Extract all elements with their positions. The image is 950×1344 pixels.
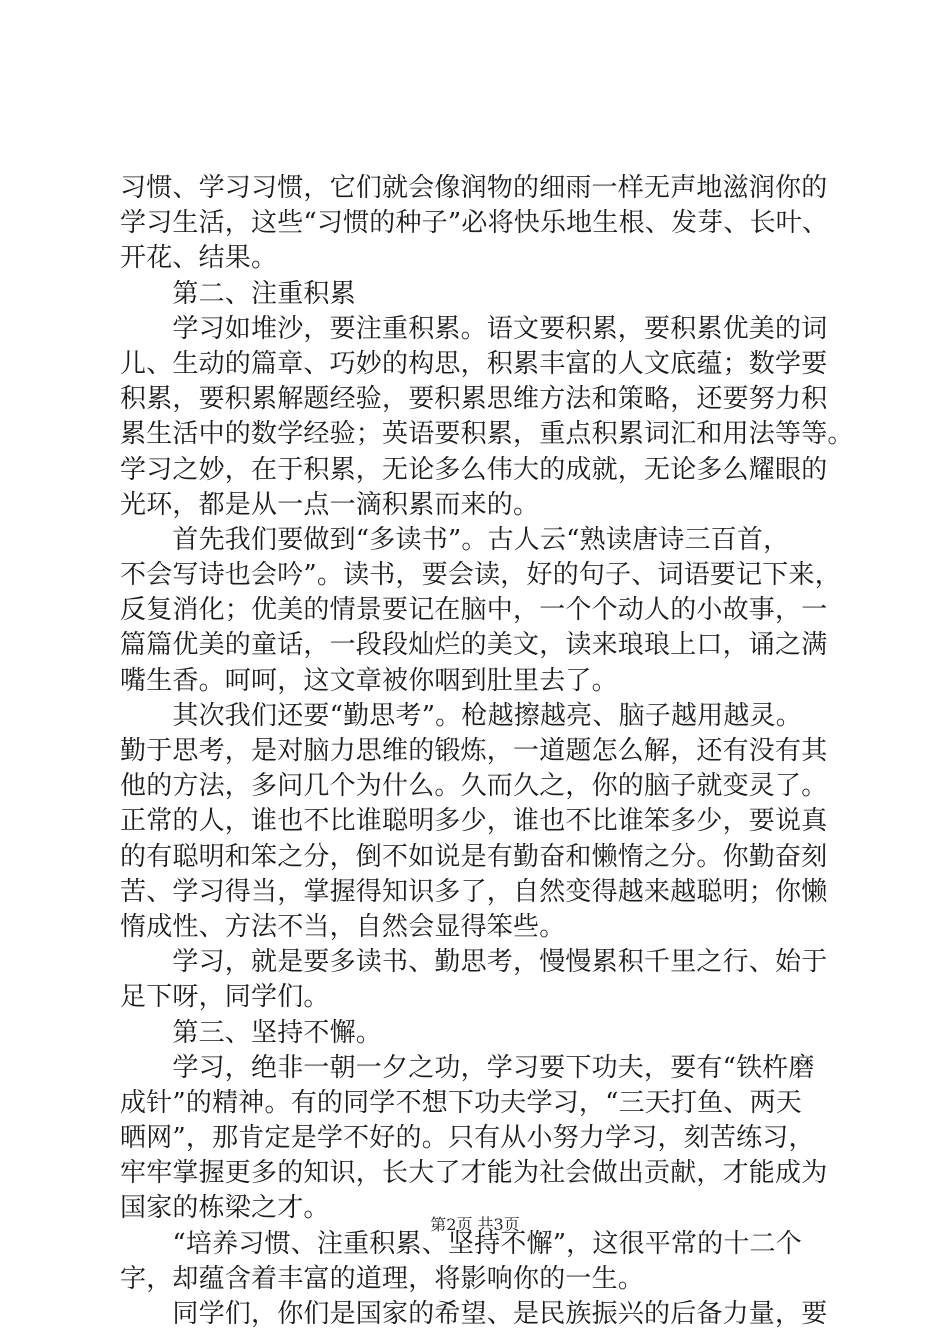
text-line: 不会写诗也会吟”。读书，要会读，好的句子、词语要记下来， — [120, 560, 841, 591]
text-line: 习惯、学习习惯，它们就会像润物的细雨一样无声地滋润你的 — [120, 173, 828, 203]
document-body — [120, 171, 854, 1332]
text-line: 篇篇优美的童话，一段段灿烂的美文，读来琅琅上口，诵之满 — [120, 630, 828, 661]
text-line: 开花、结果。 — [120, 243, 278, 274]
text-line: 字，却蕴含着丰富的道理，将影响你的一生。 — [120, 1263, 645, 1294]
text-line: “培养习惯、注重积累、坚持不懈”，这很平常的十二个 — [120, 1228, 802, 1259]
text-line: 晒网”，那肯定是学不好的。只有从小努力学习，刻苦练习， — [120, 1123, 815, 1154]
text-line: 累生活中的数学经验；英语要积累，重点积累词汇和用法等等。 — [120, 419, 854, 450]
text-line: 牢牢掌握更多的知识，长大了才能为社会做出贡献，才能成为 — [120, 1158, 828, 1189]
text-line: 学习生活，这些“习惯的种子”必将快乐地生根、发芽、长叶、 — [120, 208, 829, 239]
text-line: 学习，就是要多读书、勤思考，慢慢累积千里之行、始于 — [120, 947, 828, 978]
text-line: 苦、学习得当，掌握得知识多了，自然变得越来越聪明；你懒 — [120, 876, 828, 907]
text-line: 正常的人，谁也不比谁聪明多少，谁也不比谁笨多少，要说真 — [120, 806, 828, 837]
text-line: 勤于思考，是对脑力思维的锻炼，一道题怎么解，还有没有其 — [120, 736, 828, 766]
page-footer: 第2页 共3页 — [430, 1215, 520, 1234]
text-line: 积累，要积累解题经验，要积累思维方法和策略，还要努力积 — [120, 384, 828, 415]
text-line: 儿、生动的篇章、巧妙的构思，积累丰富的人文底蕴；数学要 — [120, 348, 828, 379]
text-line: 反复消化；优美的情景要记在脑中，一个个动人的小故事，一 — [120, 595, 828, 626]
text-line: 惰成性、方法不当，自然会显得笨些。 — [120, 911, 566, 942]
section-heading: 第三、坚持不懈。 — [120, 1017, 383, 1048]
text-line: 成针”的精神。有的同学不想下功夫学习，“三天打鱼、两天 — [120, 1087, 802, 1118]
text-line: 国家的栋梁之才。 — [120, 1193, 330, 1224]
text-line: 足下呀，同学们。 — [120, 982, 330, 1013]
text-line: 同学们，你们是国家的希望、是民族振兴的后备力量，要 — [120, 1299, 828, 1329]
text-line: 其次我们还要“勤思考”。枪越擦越亮、脑子越用越灵。 — [120, 700, 802, 731]
text-line: 嘴生香。呵呵，这文章被你咽到肚里去了。 — [120, 665, 618, 696]
text-line: 学习，绝非一朝一夕之功，学习要下功夫，要有“铁杵磨 — [120, 1052, 815, 1083]
text-line: 的有聪明和笨之分，倒不如说是有勤奋和懒惰之分。你勤奋刻 — [120, 841, 828, 872]
text-line: 光环，都是从一点一滴积累而来的。 — [120, 489, 540, 520]
section-heading: 第二、注重积累 — [120, 278, 356, 309]
text-line: 他的方法，多问几个为什么。久而久之，你的脑子就变灵了。 — [120, 771, 828, 802]
text-line: 学习之妙，在于积累，无论多么伟大的成就，无论多么耀眼的 — [120, 454, 828, 485]
text-line: 学习如堆沙，要注重积累。语文要积累，要积累优美的词 — [120, 313, 828, 344]
text-line: 首先我们要做到“多读书”。古人云“熟读唐诗三百首， — [120, 524, 790, 555]
